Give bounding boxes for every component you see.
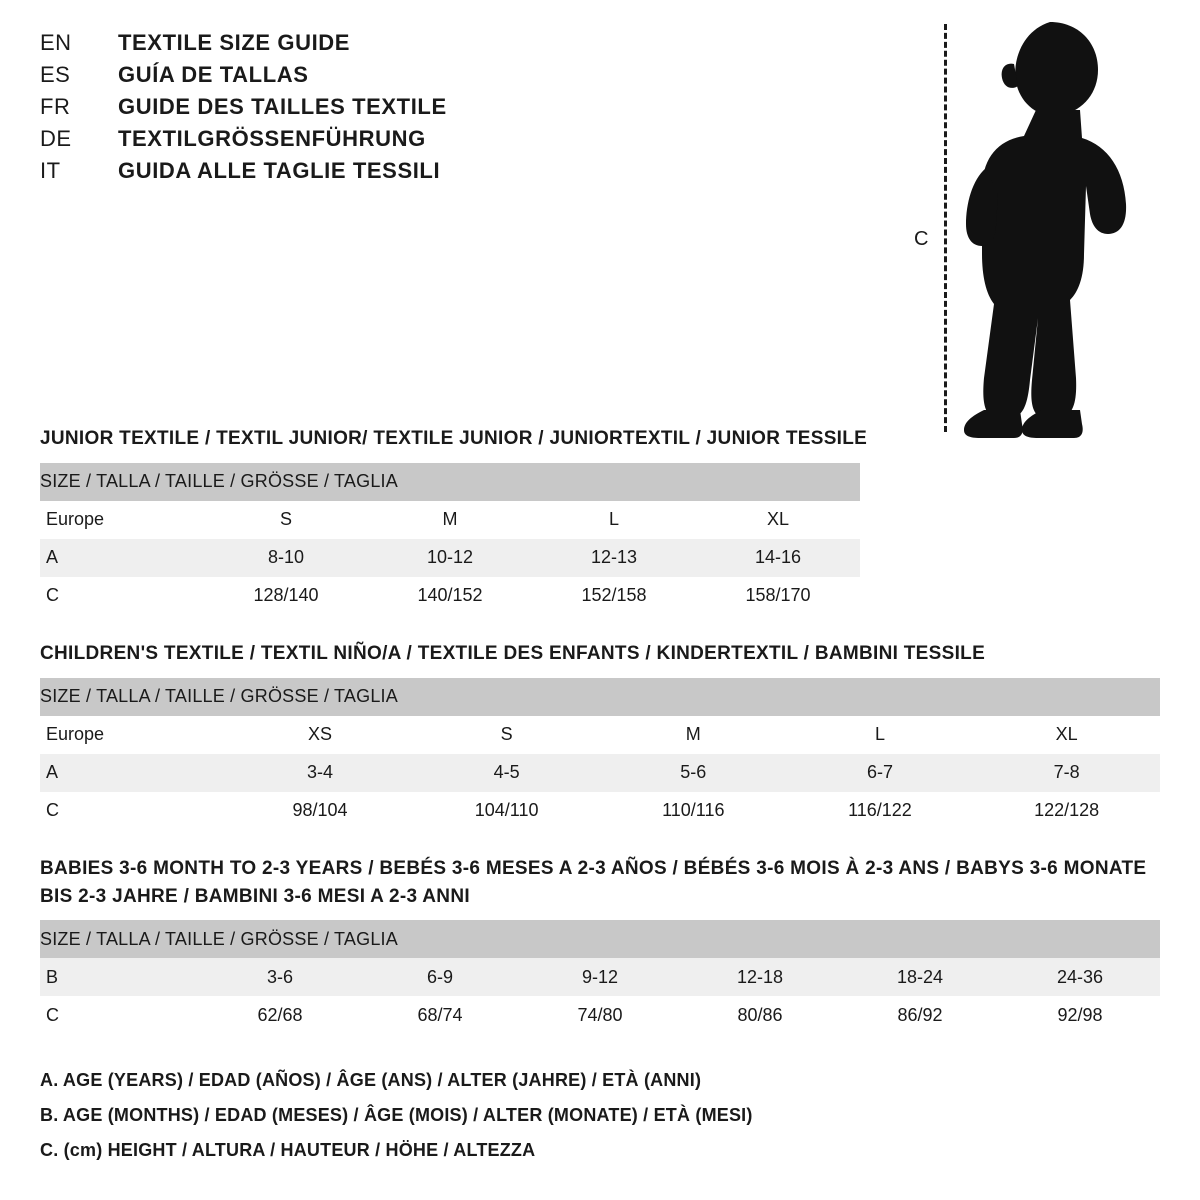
col-header-l: L — [787, 716, 974, 754]
band-label-junior: SIZE / TALLA / TAILLE / GRÖSSE / TAGLIA — [40, 463, 860, 501]
cell-b-2: 6-9 — [360, 958, 520, 996]
col-header-s: S — [204, 501, 368, 539]
header-title-de: TEXTILGRÖSSENFÜHRUNG — [118, 126, 426, 151]
language-title-block — [40, 30, 740, 190]
size-table-babies — [40, 920, 1160, 1034]
legend-line-c: C. (cm) HEIGHT / ALTURA / HAUTEUR / HÖHE / ALTEZZA — [40, 1140, 536, 1160]
header-lang-en: EN — [40, 30, 72, 55]
cell-c-6: 92/98 — [1000, 996, 1160, 1034]
size-table-junior — [40, 463, 860, 615]
legend-line-b: B. AGE (MONTHS) / EDAD (MESES) / ÂGE (MOIS) / ALTER (MONATE) / ETÀ (MESI) — [40, 1105, 753, 1125]
row-label-europe: Europe — [40, 501, 204, 539]
legend-block — [40, 1070, 1140, 1175]
row-label-b: B — [40, 958, 200, 996]
row-label-c: C — [40, 792, 227, 830]
cell-b-4: 12-18 — [680, 958, 840, 996]
header-lang-es: ES — [40, 62, 71, 87]
cell-c-m: 110/116 — [600, 792, 787, 830]
row-label-c: C — [40, 996, 200, 1034]
header-row — [40, 62, 740, 88]
table-row — [40, 958, 1160, 996]
cell-c-m: 140/152 — [368, 577, 532, 615]
cell-b-6: 24-36 — [1000, 958, 1160, 996]
cell-a-m: 5-6 — [600, 754, 787, 792]
cell-c-l: 152/158 — [532, 577, 696, 615]
cell-a-l: 6-7 — [787, 754, 974, 792]
measurement-figure — [900, 10, 1160, 430]
section-title-children: CHILDREN'S TEXTILE / TEXTIL NIÑO/A / TEXTILE DES ENFANTS / KINDERTEXTIL / BAMBINI TESSILE — [40, 643, 986, 664]
table-row — [40, 577, 860, 615]
header-title-it: GUIDA ALLE TAGLIE TESSILI — [118, 158, 441, 183]
section-title-junior: JUNIOR TEXTILE / TEXTIL JUNIOR/ TEXTILE JUNIOR / JUNIORTEXTIL / JUNIOR TESSILE — [40, 428, 868, 449]
table-row — [40, 996, 1160, 1034]
section-title-babies: BABIES 3-6 MONTH TO 2-3 YEARS / BEBÉS 3-6 MESES A 2-3 AÑOS / BÉBÉS 3-6 MOIS À 2-3 ANS / BABYS 3-6 MONATE BIS 2-3 JAHRE / BAMBINI 3-6 MESI A 2-3 ANNI — [40, 858, 1147, 907]
col-header-m: M — [368, 501, 532, 539]
header-lang-fr: FR — [40, 94, 71, 119]
cell-a-s: 8-10 — [204, 539, 368, 577]
cell-c-2: 68/74 — [360, 996, 520, 1034]
cell-c-5: 86/92 — [840, 996, 1000, 1034]
cell-b-1: 3-6 — [200, 958, 360, 996]
header-row — [40, 30, 740, 56]
row-label-a: A — [40, 539, 204, 577]
col-header-xs: XS — [227, 716, 414, 754]
table-band-row — [40, 920, 1160, 958]
cell-c-s: 128/140 — [204, 577, 368, 615]
height-dashed-line — [944, 24, 947, 432]
header-title-en: TEXTILE SIZE GUIDE — [118, 30, 351, 55]
col-header-s: S — [413, 716, 600, 754]
band-label-children: SIZE / TALLA / TAILLE / GRÖSSE / TAGLIA — [40, 678, 1160, 716]
cell-c-l: 116/122 — [787, 792, 974, 830]
cell-c-s: 104/110 — [413, 792, 600, 830]
header-row — [40, 158, 740, 184]
cell-b-5: 18-24 — [840, 958, 1000, 996]
row-label-a: A — [40, 754, 227, 792]
cell-a-l: 12-13 — [532, 539, 696, 577]
cell-c-xl: 122/128 — [973, 792, 1160, 830]
table-header-row — [40, 501, 860, 539]
cell-a-s: 4-5 — [413, 754, 600, 792]
table-row — [40, 754, 1160, 792]
row-label-europe: Europe — [40, 716, 227, 754]
col-header-l: L — [532, 501, 696, 539]
section-junior — [40, 425, 1160, 615]
cell-b-3: 9-12 — [520, 958, 680, 996]
cell-a-xl: 7-8 — [973, 754, 1160, 792]
row-label-c: C — [40, 577, 204, 615]
legend-line-a: A. AGE (YEARS) / EDAD (AÑOS) / ÂGE (ANS) / ALTER (JAHRE) / ETÀ (ANNI) — [40, 1070, 702, 1090]
col-header-m: M — [600, 716, 787, 754]
cell-c-3: 74/80 — [520, 996, 680, 1034]
height-measure-label: C — [914, 228, 929, 250]
cell-c-xs: 98/104 — [227, 792, 414, 830]
size-table-children — [40, 678, 1160, 830]
table-row — [40, 539, 860, 577]
table-band-row — [40, 463, 860, 501]
table-header-row — [40, 716, 1160, 754]
toddler-silhouette-icon — [958, 18, 1148, 438]
header-row — [40, 94, 740, 120]
header-lang-de: DE — [40, 126, 72, 151]
cell-a-m: 10-12 — [368, 539, 532, 577]
col-header-xl: XL — [696, 501, 860, 539]
section-children — [40, 640, 1160, 830]
header-title-fr: GUIDE DES TAILLES TEXTILE — [118, 94, 447, 119]
band-label-babies: SIZE / TALLA / TAILLE / GRÖSSE / TAGLIA — [40, 920, 1160, 958]
section-babies — [40, 855, 1160, 1034]
header-lang-it: IT — [40, 158, 61, 183]
col-header-xl: XL — [973, 716, 1160, 754]
cell-a-xs: 3-4 — [227, 754, 414, 792]
cell-c-4: 80/86 — [680, 996, 840, 1034]
cell-c-1: 62/68 — [200, 996, 360, 1034]
cell-a-xl: 14-16 — [696, 539, 860, 577]
header-title-es: GUÍA DE TALLAS — [118, 62, 309, 87]
table-row — [40, 792, 1160, 830]
table-band-row — [40, 678, 1160, 716]
header-row — [40, 126, 740, 152]
cell-c-xl: 158/170 — [696, 577, 860, 615]
